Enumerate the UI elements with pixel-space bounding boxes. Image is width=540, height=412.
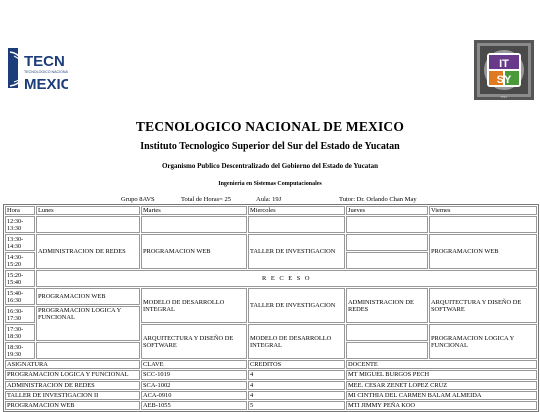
class-cell: PROGRAMACION WEB <box>141 234 247 269</box>
logo-left-big: TECN <box>24 53 65 70</box>
time-cell: 13:30-14:30 <box>5 234 35 251</box>
subject-key: ACA-0910 <box>141 391 247 400</box>
empty-cell <box>346 324 428 341</box>
time-cell: 12:30-13:30 <box>5 216 35 233</box>
recess-cell: R E C E S O <box>36 270 537 287</box>
empty-cell <box>346 216 428 233</box>
table-row <box>5 234 537 251</box>
class-cell: PROGRAMACION WEB <box>429 234 537 269</box>
subject-name: PROGRAMACION WEB <box>5 401 140 410</box>
class-cell: MODELO DE DESARROLLO INTEGRAL <box>248 324 345 359</box>
class-cell: ADMINISTRACION DE REDES <box>36 234 140 269</box>
table-header-row <box>5 206 537 215</box>
subject-teacher: MTI JIMMY PEÑA KOO <box>346 401 537 410</box>
class-cell: TALLER DE INVESTIGACION <box>248 288 345 323</box>
table-row <box>5 216 537 233</box>
empty-cell <box>346 342 428 359</box>
room-label: Aula: 19J <box>256 196 282 203</box>
header-asignatura: ASIGNATURA <box>5 360 140 369</box>
subjects-header-row <box>5 360 537 369</box>
class-cell: ADMINISTRACION DE REDES <box>346 288 428 323</box>
subject-credits: 5 <box>248 401 345 410</box>
class-cell: PROGRAMACION WEB <box>36 288 140 305</box>
time-cell: 14:30-15:20 <box>5 252 35 269</box>
empty-cell <box>141 216 247 233</box>
empty-cell <box>346 252 428 269</box>
header-clave: CLAVE <box>141 360 247 369</box>
itsy-logo <box>474 40 534 100</box>
schedule-table <box>3 204 539 412</box>
empty-cell <box>429 216 537 233</box>
header-creditos: CREDITOS <box>248 360 345 369</box>
subject-key: SCC-1019 <box>141 370 247 379</box>
time-cell: 18:30-19:30 <box>5 342 35 359</box>
svg-text:SY: SY <box>496 74 512 86</box>
career-name: Ingenieria en Sistemas Computacionales <box>218 181 322 187</box>
table-row <box>5 381 537 390</box>
subject-teacher: MI CINTHIA DEL CARMEN BALAM ALMEIDA <box>346 391 537 400</box>
subject-name: ADMINISTRACION DE REDES <box>5 381 140 390</box>
time-cell: 15:20-15:40 <box>5 270 35 287</box>
subject-key: AEB-1055 <box>141 401 247 410</box>
table-row <box>5 288 537 305</box>
subject-credits: 4 <box>248 381 345 390</box>
class-cell: PROGRAMACION LOGICA Y FUNCIONAL <box>36 306 140 341</box>
institute-name: Instituto Tecnologico Superior del Sur del Estado de Yucatan <box>140 141 400 152</box>
subject-teacher: MT MIGUEL BURGOS PECH <box>346 370 537 379</box>
empty-cell <box>346 234 428 251</box>
class-cell: ARQUITECTURA Y DISEÑO DE SOFTWARE <box>141 324 247 359</box>
header-viernes: Viernes <box>429 206 537 215</box>
subject-credits: 4 <box>248 370 345 379</box>
subject-name: PROGRAMACION LOGICA Y FUNCIONAL <box>5 370 140 379</box>
header-jueves: Jueves <box>346 206 428 215</box>
time-cell: 16:30-17:30 <box>5 306 35 323</box>
tutor-label: Tutor: Dr. Orlando Chan May <box>339 196 417 203</box>
class-cell: MODELO DE DESARROLLO INTEGRAL <box>141 288 247 323</box>
header-lunes: Lunes <box>36 206 140 215</box>
header-martes: Martes <box>141 206 247 215</box>
organism-name: Organismo Publico Descentralizado del Gobierno del Estado de Yucatan <box>161 162 379 170</box>
subject-name: TALLER DE INVESTIGACION II <box>5 391 140 400</box>
subject-credits: 4 <box>248 391 345 400</box>
svg-text:IT: IT <box>499 58 509 70</box>
table-row <box>5 270 537 287</box>
table-row <box>5 401 537 410</box>
class-cell: ARQUITECTURA Y DISEÑO DE SOFTWARE <box>429 288 537 323</box>
logo-left-big2: MEXIC <box>24 76 68 93</box>
subject-key: SCA-1002 <box>141 381 247 390</box>
hours-label: Total de Horas= 25 <box>181 196 231 203</box>
empty-cell <box>248 216 345 233</box>
empty-cell <box>36 342 140 359</box>
group-label: Grupo 8AVS <box>121 196 155 203</box>
table-row <box>5 391 537 400</box>
empty-cell <box>36 216 140 233</box>
svg-text:TECNOLOGICO NACIONAL: TECNOLOGICO NACIONAL <box>24 70 68 74</box>
header-docente: DOCENTE <box>346 360 537 369</box>
page-title: TECNOLOGICO NACIONAL DE MEXICO <box>135 119 405 134</box>
tecnm-logo <box>6 40 68 98</box>
class-cell: PROGRAMACION LOGICA Y FUNCIONAL <box>429 324 537 359</box>
class-cell: TALLER DE INVESTIGACION <box>248 234 345 269</box>
header-hora: Hora <box>5 206 35 215</box>
table-row <box>5 370 537 379</box>
header-miercoles: Miercoles <box>248 206 345 215</box>
subject-teacher: MEE. CESAR ZENET LOPEZ CRUZ <box>346 381 537 390</box>
time-cell: 15:40-16:30 <box>5 288 35 305</box>
time-cell: 17:30-18:30 <box>5 324 35 341</box>
logo-right-text: ITSY <box>500 95 508 99</box>
